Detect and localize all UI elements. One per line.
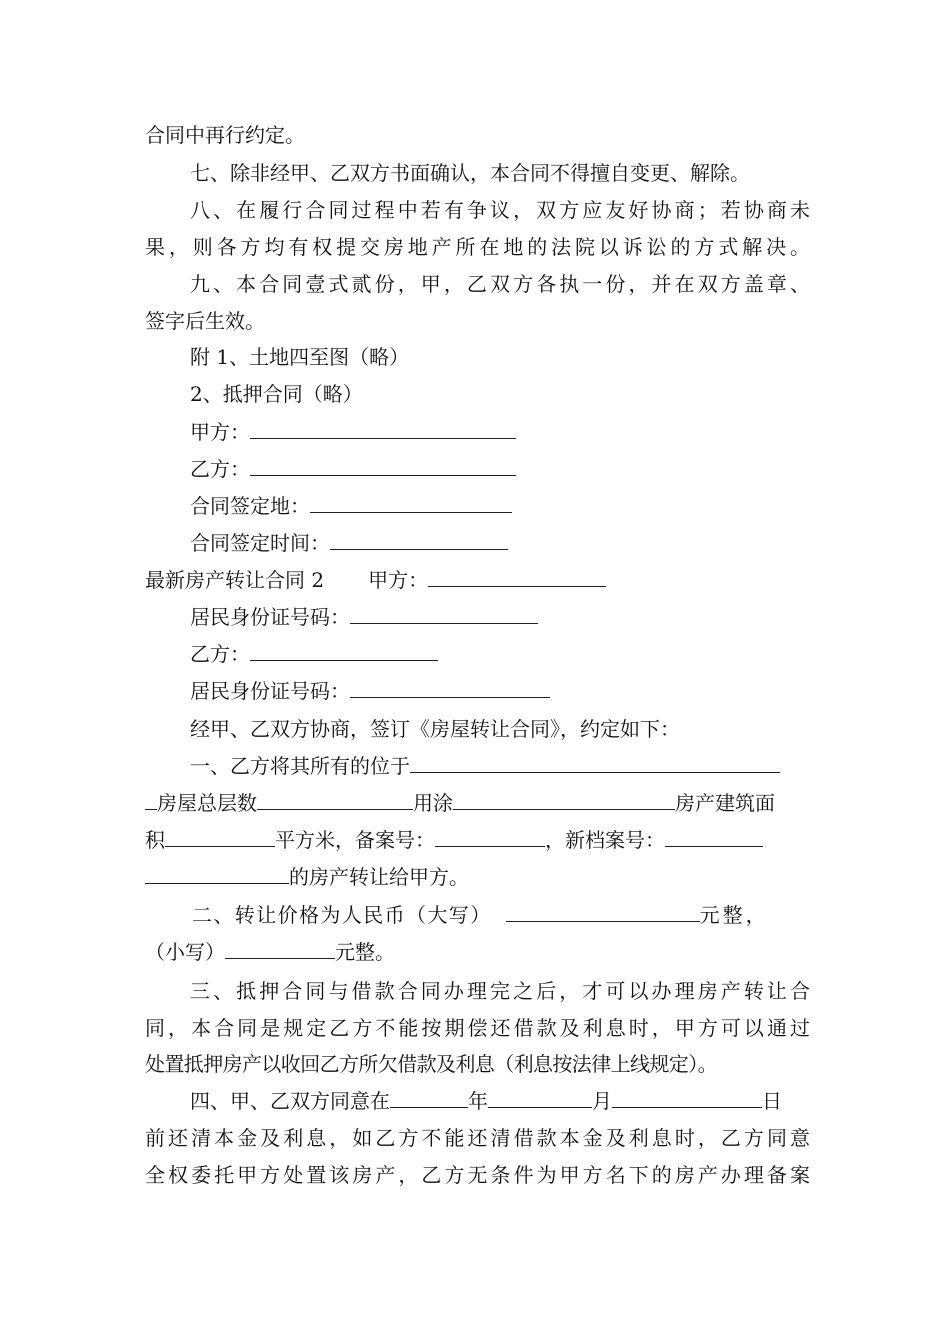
area-label-end: 积 [145, 828, 165, 852]
signing-place [190, 492, 810, 520]
record-number-label: 平方米，备案号： [275, 828, 435, 852]
id-label: 居民身份证号码： [190, 605, 350, 629]
text-line: 果，则各方均有权提交房地产所在地的法院以诉讼的方式解决。 [145, 235, 810, 259]
clause-1 [190, 752, 810, 780]
month-label: 月 [592, 1089, 612, 1113]
blank-line [350, 603, 538, 624]
clause-9: 九、本合同壹式贰份，甲，乙双方各执一份，并在双方盖章、 [190, 272, 810, 296]
text-line [145, 789, 810, 817]
contract-title: 最新房产转让合同 2 [145, 568, 325, 592]
party-a-label: 甲方： [368, 568, 429, 592]
day-label: 日 [762, 1089, 782, 1113]
blank-line [250, 418, 516, 439]
clause-8: 八、在履行合同过程中若有争议，双方应友好协商；若协商未 [190, 198, 810, 222]
blank-line [225, 938, 335, 959]
id-number-b [190, 677, 810, 705]
blank-line [250, 640, 438, 661]
id-number-a [190, 603, 810, 631]
text-line: 同，本合同是规定乙方不能按期偿还借款及利息时，甲方可以通过 [145, 1016, 810, 1040]
yuan-label: 元整， [699, 903, 769, 927]
blank-line [453, 789, 675, 810]
price-label: 二、转让价格为人民币（大写） [192, 903, 492, 927]
text-line [145, 863, 810, 891]
party-b-line [190, 640, 810, 668]
blank-line [257, 789, 413, 810]
clause-4-text: 四、甲、乙双方同意在 [190, 1089, 390, 1113]
blank-line [506, 901, 700, 922]
floors-label: 房屋总层数 [157, 791, 257, 815]
clause-1-text: 一、乙方将其所有的位于 [190, 754, 410, 778]
blank-line [250, 455, 516, 476]
text-line: 合同中再行约定。 [145, 123, 305, 147]
party-b-label: 乙方： [190, 457, 250, 481]
text-line [145, 938, 810, 966]
attachment-2: 2、抵押合同（略） [190, 382, 363, 406]
blank-line [145, 789, 157, 810]
blank-line [435, 826, 545, 847]
blank-line [145, 863, 289, 884]
blank-line [330, 529, 508, 550]
clause-7: 七、除非经甲、乙双方书面确认，本合同不得擅自变更、解除。 [190, 161, 750, 185]
party-b-label: 乙方： [190, 642, 250, 666]
contract-2-header [145, 566, 810, 594]
signing-place-label: 合同签定地： [190, 494, 310, 518]
blank-line [165, 826, 275, 847]
blank-line [612, 1087, 762, 1108]
clause-4 [190, 1087, 810, 1115]
id-label: 居民身份证号码： [190, 679, 350, 703]
attachment-1: 附 1、土地四至图（略） [190, 345, 410, 369]
area-label: 房产建筑面 [675, 791, 775, 815]
yuan-label: 元整。 [335, 940, 395, 964]
text-line: 处置抵押房产以收回乙方所欠借款及利息（利息按法律上线规定）。 [145, 1052, 717, 1076]
signing-time-label: 合同签定时间： [190, 531, 330, 555]
signature-party-b [190, 455, 810, 483]
signing-time [190, 529, 810, 557]
clause-2 [192, 901, 810, 929]
archive-number-label: ，新档案号： [545, 828, 665, 852]
signature-party-a [190, 418, 810, 446]
agreement-intro: 经甲、乙双方协商，签订《房屋转让合同》，约定如下： [190, 717, 680, 741]
blank-line [665, 826, 763, 847]
blank-line [488, 1087, 592, 1108]
blank-line [390, 1087, 468, 1108]
blank-line [350, 677, 550, 698]
usage-label: 用涂 [413, 791, 453, 815]
blank-line [428, 566, 606, 587]
text-line: 签字后生效。 [145, 309, 265, 333]
blank-line [310, 492, 512, 513]
text-line [145, 826, 810, 854]
year-label: 年 [468, 1089, 488, 1113]
clause-3: 三、抵押合同与借款合同办理完之后，才可以办理房产转让合 [190, 979, 810, 1003]
transfer-text: 的房产转让给甲方。 [289, 865, 469, 889]
blank-line [410, 752, 780, 773]
text-line: 前还清本金及利息，如乙方不能还清借款本金及利息时，乙方同意 [145, 1126, 810, 1150]
lowercase-label: （小写） [145, 940, 225, 964]
party-a-label: 甲方： [190, 420, 250, 444]
text-line: 全权委托甲方处置该房产，乙方无条件为甲方名下的房产办理备案 [145, 1163, 810, 1187]
